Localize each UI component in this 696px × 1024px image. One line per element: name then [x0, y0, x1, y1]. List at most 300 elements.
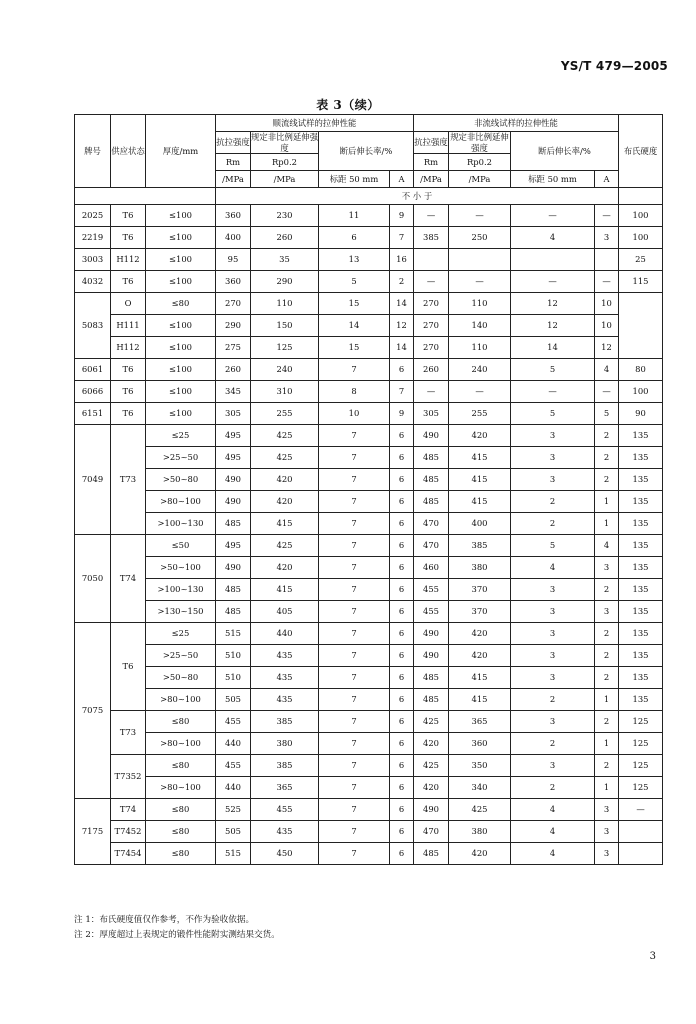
- value-cell: 150: [251, 315, 319, 337]
- value-cell: 420: [251, 557, 319, 579]
- table-row: [75, 227, 663, 249]
- value-cell: 2: [390, 271, 414, 293]
- value-cell: —: [449, 381, 511, 403]
- value-cell: 250: [449, 227, 511, 249]
- value-cell: 400: [449, 513, 511, 535]
- value-cell: 4: [595, 535, 619, 557]
- col-hardness-header: 布氏硬度: [619, 115, 663, 188]
- blank-cell: [619, 188, 663, 205]
- thickness-cell: >130~150: [146, 601, 216, 623]
- temper-cell: T73: [111, 425, 146, 535]
- thickness-cell: >25~50: [146, 447, 216, 469]
- note-2: 注 2：厚度超过上表规定的锻件性能附实测结果交货。: [74, 930, 280, 940]
- hardness-cell: 100: [619, 227, 663, 249]
- grade-cell: 7049: [75, 425, 111, 535]
- value-cell: —: [449, 205, 511, 227]
- value-cell: 360: [449, 733, 511, 755]
- value-cell: 370: [449, 579, 511, 601]
- value-cell: 420: [449, 843, 511, 865]
- thickness-cell: >50~80: [146, 469, 216, 491]
- value-cell: 2: [595, 711, 619, 733]
- group-header-stdline: 顺流线试样的拉伸性能: [216, 115, 414, 132]
- value-cell: —: [595, 271, 619, 293]
- value-cell: 270: [414, 337, 449, 359]
- table-row: [75, 667, 663, 689]
- page-number: 3: [649, 951, 656, 962]
- value-cell: 420: [449, 623, 511, 645]
- hardness-cell: [619, 821, 663, 843]
- value-cell: 415: [449, 667, 511, 689]
- thickness-cell: ≤80: [146, 755, 216, 777]
- value-cell: 385: [251, 711, 319, 733]
- value-cell: 2: [511, 689, 595, 711]
- value-cell: 2: [595, 755, 619, 777]
- value-cell: 3: [595, 227, 619, 249]
- unit-mpa: /MPa: [414, 171, 449, 188]
- symbol-rp: Rp0.2: [449, 154, 511, 171]
- value-cell: 460: [414, 557, 449, 579]
- hardness-cell: 90: [619, 403, 663, 425]
- value-cell: 275: [216, 337, 251, 359]
- thickness-cell: ≤80: [146, 821, 216, 843]
- value-cell: 440: [251, 623, 319, 645]
- value-cell: 15: [319, 337, 390, 359]
- value-cell: 2: [595, 469, 619, 491]
- value-cell: 3: [511, 447, 595, 469]
- value-cell: 415: [251, 579, 319, 601]
- table-row: [75, 359, 663, 381]
- value-cell: —: [414, 205, 449, 227]
- value-cell: 4: [511, 821, 595, 843]
- value-cell: 490: [414, 799, 449, 821]
- temper-cell: T7454: [111, 843, 146, 865]
- value-cell: 4: [511, 227, 595, 249]
- hardness-cell: 135: [619, 425, 663, 447]
- table-row: [75, 403, 663, 425]
- value-cell: 490: [414, 623, 449, 645]
- temper-cell: T7352: [111, 755, 146, 799]
- value-cell: —: [595, 381, 619, 403]
- thickness-cell: ≤80: [146, 843, 216, 865]
- col-temper-header: 供应状态: [111, 115, 146, 188]
- value-cell: 2: [595, 623, 619, 645]
- value-cell: 380: [251, 733, 319, 755]
- value-cell: 4: [511, 557, 595, 579]
- value-cell: 415: [449, 491, 511, 513]
- hardness-cell: 135: [619, 601, 663, 623]
- symbol-rp: Rp0.2: [251, 154, 319, 171]
- thickness-cell: ≤100: [146, 227, 216, 249]
- value-cell: 14: [319, 315, 390, 337]
- value-cell: 255: [449, 403, 511, 425]
- temper-cell: H112: [111, 337, 146, 359]
- table-row: [75, 271, 663, 293]
- hardness-cell: 135: [619, 469, 663, 491]
- thickness-cell: >80~100: [146, 689, 216, 711]
- table-row: [75, 535, 663, 557]
- value-cell: 2: [595, 579, 619, 601]
- value-cell: 7: [319, 667, 390, 689]
- value-cell: 4: [511, 843, 595, 865]
- table-row: [75, 821, 663, 843]
- value-cell: 1: [595, 513, 619, 535]
- value-cell: 3: [595, 601, 619, 623]
- thickness-cell: >25~50: [146, 645, 216, 667]
- value-cell: 260: [251, 227, 319, 249]
- value-cell: 6: [390, 755, 414, 777]
- value-cell: 240: [449, 359, 511, 381]
- value-cell: 8: [319, 381, 390, 403]
- value-cell: 425: [251, 447, 319, 469]
- value-cell: 255: [251, 403, 319, 425]
- table-row: [75, 293, 663, 315]
- temper-cell: T74: [111, 535, 146, 623]
- value-cell: —: [449, 271, 511, 293]
- thickness-cell: ≤100: [146, 337, 216, 359]
- value-cell: 4: [511, 799, 595, 821]
- grade-cell: 2025: [75, 205, 111, 227]
- table-row: [75, 513, 663, 535]
- hardness-cell: 135: [619, 623, 663, 645]
- value-cell: 14: [390, 337, 414, 359]
- value-cell: 490: [414, 645, 449, 667]
- value-cell: 6: [390, 359, 414, 381]
- value-cell: 3: [511, 755, 595, 777]
- value-cell: 440: [216, 777, 251, 799]
- blank-cell: [75, 188, 216, 205]
- table-row: [75, 491, 663, 513]
- value-cell: 385: [449, 535, 511, 557]
- value-cell: 2: [595, 667, 619, 689]
- value-cell: 1: [595, 689, 619, 711]
- grade-cell: 7050: [75, 535, 111, 623]
- col-grade-header: 牌号: [75, 115, 111, 188]
- hardness-cell: [619, 293, 663, 359]
- value-cell: 420: [251, 491, 319, 513]
- value-cell: 485: [414, 447, 449, 469]
- symbol-a: A: [595, 171, 619, 188]
- table-row: [75, 557, 663, 579]
- value-cell: 95: [216, 249, 251, 271]
- table-notes: [74, 913, 650, 943]
- value-cell: 420: [251, 469, 319, 491]
- table-row: [75, 205, 663, 227]
- value-cell: 12: [511, 293, 595, 315]
- value-cell: 405: [251, 601, 319, 623]
- value-cell: 7: [319, 513, 390, 535]
- value-cell: 7: [319, 777, 390, 799]
- hardness-cell: 135: [619, 579, 663, 601]
- thickness-cell: >80~100: [146, 491, 216, 513]
- value-cell: 6: [390, 711, 414, 733]
- value-cell: 3: [595, 557, 619, 579]
- hardness-cell: [619, 843, 663, 865]
- value-cell: 485: [216, 513, 251, 535]
- value-cell: 2: [595, 447, 619, 469]
- value-cell: 7: [319, 623, 390, 645]
- value-cell: 360: [216, 205, 251, 227]
- table-row: [75, 799, 663, 821]
- value-cell: —: [414, 271, 449, 293]
- value-cell: 1: [595, 777, 619, 799]
- value-cell: 360: [216, 271, 251, 293]
- hardness-cell: 100: [619, 205, 663, 227]
- temper-cell: T73: [111, 711, 146, 755]
- value-cell: 2: [595, 645, 619, 667]
- value-cell: 7: [319, 579, 390, 601]
- yield-strength-header: 规定非比例延伸强度: [251, 132, 318, 153]
- value-cell: 420: [449, 645, 511, 667]
- table-row: [75, 733, 663, 755]
- thickness-cell: >80~100: [146, 777, 216, 799]
- value-cell: 3: [595, 799, 619, 821]
- value-cell: 435: [251, 645, 319, 667]
- value-cell: 3: [595, 821, 619, 843]
- thickness-cell: ≤100: [146, 403, 216, 425]
- value-cell: [595, 249, 619, 271]
- value-cell: 6: [390, 689, 414, 711]
- thickness-cell: ≤25: [146, 623, 216, 645]
- value-cell: 385: [414, 227, 449, 249]
- value-cell: 485: [414, 491, 449, 513]
- value-cell: —: [511, 205, 595, 227]
- hardness-cell: 135: [619, 491, 663, 513]
- hardness-cell: 135: [619, 689, 663, 711]
- hardness-cell: 125: [619, 733, 663, 755]
- value-cell: 7: [390, 227, 414, 249]
- thickness-cell: >50~80: [146, 667, 216, 689]
- value-cell: 2: [511, 777, 595, 799]
- value-cell: 2: [511, 513, 595, 535]
- value-cell: 3: [511, 579, 595, 601]
- value-cell: 495: [216, 535, 251, 557]
- value-cell: 495: [216, 425, 251, 447]
- group-header-nonstd: 非流线试样的拉伸性能: [414, 115, 619, 132]
- value-cell: 15: [319, 293, 390, 315]
- value-cell: 9: [390, 205, 414, 227]
- value-cell: 515: [216, 623, 251, 645]
- value-cell: 10: [319, 403, 390, 425]
- table-row: [75, 337, 663, 359]
- grade-cell: 6066: [75, 381, 111, 403]
- value-cell: 435: [251, 689, 319, 711]
- value-cell: —: [595, 205, 619, 227]
- temper-cell: T6: [111, 403, 146, 425]
- value-cell: 495: [216, 447, 251, 469]
- grade-cell: 4032: [75, 271, 111, 293]
- value-cell: 365: [449, 711, 511, 733]
- value-cell: 240: [251, 359, 319, 381]
- value-cell: 3: [595, 843, 619, 865]
- value-cell: 440: [216, 733, 251, 755]
- grade-cell: 2219: [75, 227, 111, 249]
- unit-mpa: /MPa: [216, 171, 251, 188]
- value-cell: 425: [414, 711, 449, 733]
- value-cell: 7: [319, 469, 390, 491]
- value-cell: 230: [251, 205, 319, 227]
- hardness-cell: 135: [619, 645, 663, 667]
- value-cell: —: [511, 271, 595, 293]
- hardness-cell: 80: [619, 359, 663, 381]
- value-cell: 1: [595, 491, 619, 513]
- table-row: [75, 579, 663, 601]
- value-cell: 12: [390, 315, 414, 337]
- value-cell: 485: [414, 667, 449, 689]
- value-cell: 6: [390, 601, 414, 623]
- thickness-cell: >50~100: [146, 557, 216, 579]
- hardness-cell: 125: [619, 711, 663, 733]
- value-cell: 5: [595, 403, 619, 425]
- table-row: [75, 447, 663, 469]
- thickness-cell: ≤100: [146, 249, 216, 271]
- value-cell: 290: [216, 315, 251, 337]
- value-cell: 415: [449, 689, 511, 711]
- value-cell: 425: [251, 535, 319, 557]
- value-cell: 10: [595, 293, 619, 315]
- value-cell: 2: [511, 733, 595, 755]
- value-cell: 425: [449, 799, 511, 821]
- value-cell: 490: [216, 557, 251, 579]
- value-cell: 420: [449, 425, 511, 447]
- value-cell: 7: [319, 733, 390, 755]
- value-cell: —: [511, 381, 595, 403]
- grade-cell: 5083: [75, 293, 111, 359]
- hardness-cell: 135: [619, 513, 663, 535]
- value-cell: 1: [595, 733, 619, 755]
- value-cell: 270: [216, 293, 251, 315]
- table-row: [75, 645, 663, 667]
- value-cell: 510: [216, 645, 251, 667]
- value-cell: 485: [414, 843, 449, 865]
- min-label: 不 小 于: [216, 188, 619, 205]
- table-row: [75, 689, 663, 711]
- value-cell: 5: [319, 271, 390, 293]
- thickness-cell: ≤100: [146, 271, 216, 293]
- grade-cell: 6151: [75, 403, 111, 425]
- value-cell: 455: [216, 711, 251, 733]
- value-cell: 35: [251, 249, 319, 271]
- value-cell: 13: [319, 249, 390, 271]
- value-cell: 6: [390, 447, 414, 469]
- value-cell: 485: [414, 469, 449, 491]
- value-cell: 6: [390, 579, 414, 601]
- symbol-rm: Rm: [216, 154, 251, 171]
- tensile-strength-header: 抗拉强度: [414, 132, 449, 154]
- table-row: [75, 601, 663, 623]
- value-cell: 110: [449, 337, 511, 359]
- value-cell: 125: [251, 337, 319, 359]
- table-row: [75, 755, 663, 777]
- value-cell: 6: [390, 821, 414, 843]
- value-cell: 425: [414, 755, 449, 777]
- table-row: [75, 777, 663, 799]
- thickness-cell: ≤80: [146, 711, 216, 733]
- value-cell: 415: [251, 513, 319, 535]
- value-cell: 425: [251, 425, 319, 447]
- value-cell: 365: [251, 777, 319, 799]
- value-cell: 140: [449, 315, 511, 337]
- value-cell: 3: [511, 469, 595, 491]
- value-cell: [511, 249, 595, 271]
- thickness-cell: >80~100: [146, 733, 216, 755]
- value-cell: 455: [251, 799, 319, 821]
- value-cell: 525: [216, 799, 251, 821]
- grade-cell: 6061: [75, 359, 111, 381]
- elongation-header: 断后伸长率/%: [319, 132, 414, 171]
- value-cell: 7: [390, 381, 414, 403]
- value-cell: 490: [216, 491, 251, 513]
- temper-cell: T6: [111, 623, 146, 711]
- value-cell: 3: [511, 711, 595, 733]
- standard-number: YS/T 479—2005: [560, 59, 668, 73]
- value-cell: 490: [414, 425, 449, 447]
- value-cell: 340: [449, 777, 511, 799]
- value-cell: 6: [390, 513, 414, 535]
- value-cell: 455: [414, 579, 449, 601]
- value-cell: [414, 249, 449, 271]
- temper-cell: T7452: [111, 821, 146, 843]
- value-cell: 5: [511, 535, 595, 557]
- value-cell: 4: [595, 359, 619, 381]
- value-cell: 370: [449, 601, 511, 623]
- value-cell: 380: [449, 557, 511, 579]
- value-cell: 6: [390, 667, 414, 689]
- hardness-cell: 125: [619, 755, 663, 777]
- gauge-50-header: 标距 50 mm: [511, 171, 595, 188]
- value-cell: 455: [216, 755, 251, 777]
- table-row: [75, 843, 663, 865]
- value-cell: 6: [319, 227, 390, 249]
- value-cell: 485: [216, 579, 251, 601]
- hardness-cell: 135: [619, 557, 663, 579]
- gauge-50-header: 标距 50 mm: [319, 171, 390, 188]
- value-cell: 16: [390, 249, 414, 271]
- temper-cell: H112: [111, 249, 146, 271]
- value-cell: 470: [414, 535, 449, 557]
- value-cell: 7: [319, 535, 390, 557]
- value-cell: 380: [449, 821, 511, 843]
- value-cell: 515: [216, 843, 251, 865]
- temper-cell: T74: [111, 799, 146, 821]
- value-cell: 350: [449, 755, 511, 777]
- value-cell: 2: [511, 491, 595, 513]
- table-row: [75, 381, 663, 403]
- value-cell: 420: [414, 733, 449, 755]
- value-cell: 6: [390, 491, 414, 513]
- value-cell: 435: [251, 667, 319, 689]
- value-cell: 510: [216, 667, 251, 689]
- table-row: [75, 469, 663, 491]
- value-cell: 3: [511, 667, 595, 689]
- value-cell: 12: [595, 337, 619, 359]
- hardness-cell: 25: [619, 249, 663, 271]
- tensile-strength-header: 抗拉强度: [216, 132, 251, 154]
- value-cell: [449, 249, 511, 271]
- value-cell: 415: [449, 447, 511, 469]
- value-cell: 305: [414, 403, 449, 425]
- value-cell: 505: [216, 689, 251, 711]
- value-cell: 7: [319, 799, 390, 821]
- unit-mpa: /MPa: [251, 171, 319, 188]
- value-cell: 6: [390, 733, 414, 755]
- table-row: [75, 315, 663, 337]
- value-cell: 6: [390, 469, 414, 491]
- value-cell: 10: [595, 315, 619, 337]
- value-cell: 7: [319, 689, 390, 711]
- col-thickness-header: 厚度/mm: [146, 115, 216, 188]
- value-cell: 7: [319, 491, 390, 513]
- value-cell: 260: [216, 359, 251, 381]
